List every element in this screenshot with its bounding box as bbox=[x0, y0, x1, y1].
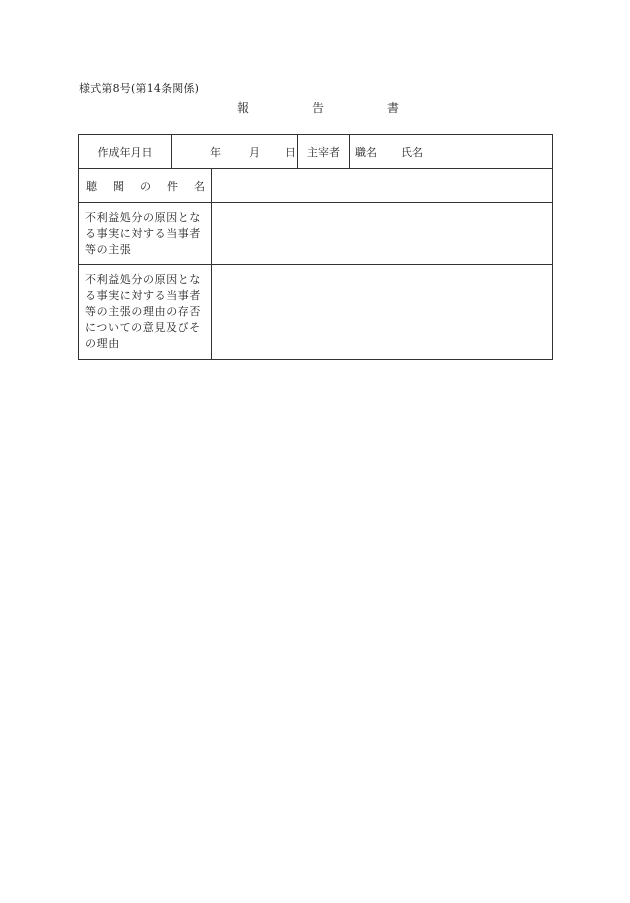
table-row bbox=[79, 169, 553, 203]
table-row bbox=[79, 265, 553, 360]
form-number: 様式第8号(第14条関係) bbox=[79, 82, 200, 95]
title-char: 書 bbox=[386, 101, 399, 115]
name-label: 氏名 bbox=[401, 145, 423, 159]
title-char: 報 bbox=[237, 101, 250, 115]
table-row bbox=[79, 135, 553, 169]
hearing-case-value[interactable] bbox=[212, 169, 553, 203]
title-char: 告 bbox=[311, 101, 324, 115]
position-label: 職名 bbox=[355, 145, 377, 159]
year-label: 年 bbox=[210, 145, 221, 159]
day-label: 日 bbox=[285, 145, 296, 159]
party-claim-label: 不利益処分の原因とな る事実に対する当事者 等の主張 bbox=[79, 203, 212, 265]
presider-label: 主宰者 bbox=[298, 135, 350, 169]
presider-name-value[interactable] bbox=[350, 135, 553, 169]
month-label: 月 bbox=[249, 145, 260, 159]
created-date-label: 作成年月日 bbox=[79, 135, 172, 169]
hearing-case-label: 聴 聞 の 件 名 bbox=[86, 179, 205, 193]
party-claim-value[interactable] bbox=[212, 203, 553, 265]
table-row bbox=[79, 203, 553, 265]
created-date-value[interactable] bbox=[172, 135, 298, 169]
opinion-reason-value[interactable] bbox=[212, 265, 553, 360]
document-title bbox=[237, 99, 399, 116]
report-form-table bbox=[78, 134, 553, 360]
hearing-case-label-cell bbox=[79, 169, 212, 203]
opinion-reason-label: 不利益処分の原因とな る事実に対する当事者 等の主張の理由の存否 についての意見及びそ の理由 bbox=[79, 265, 212, 360]
